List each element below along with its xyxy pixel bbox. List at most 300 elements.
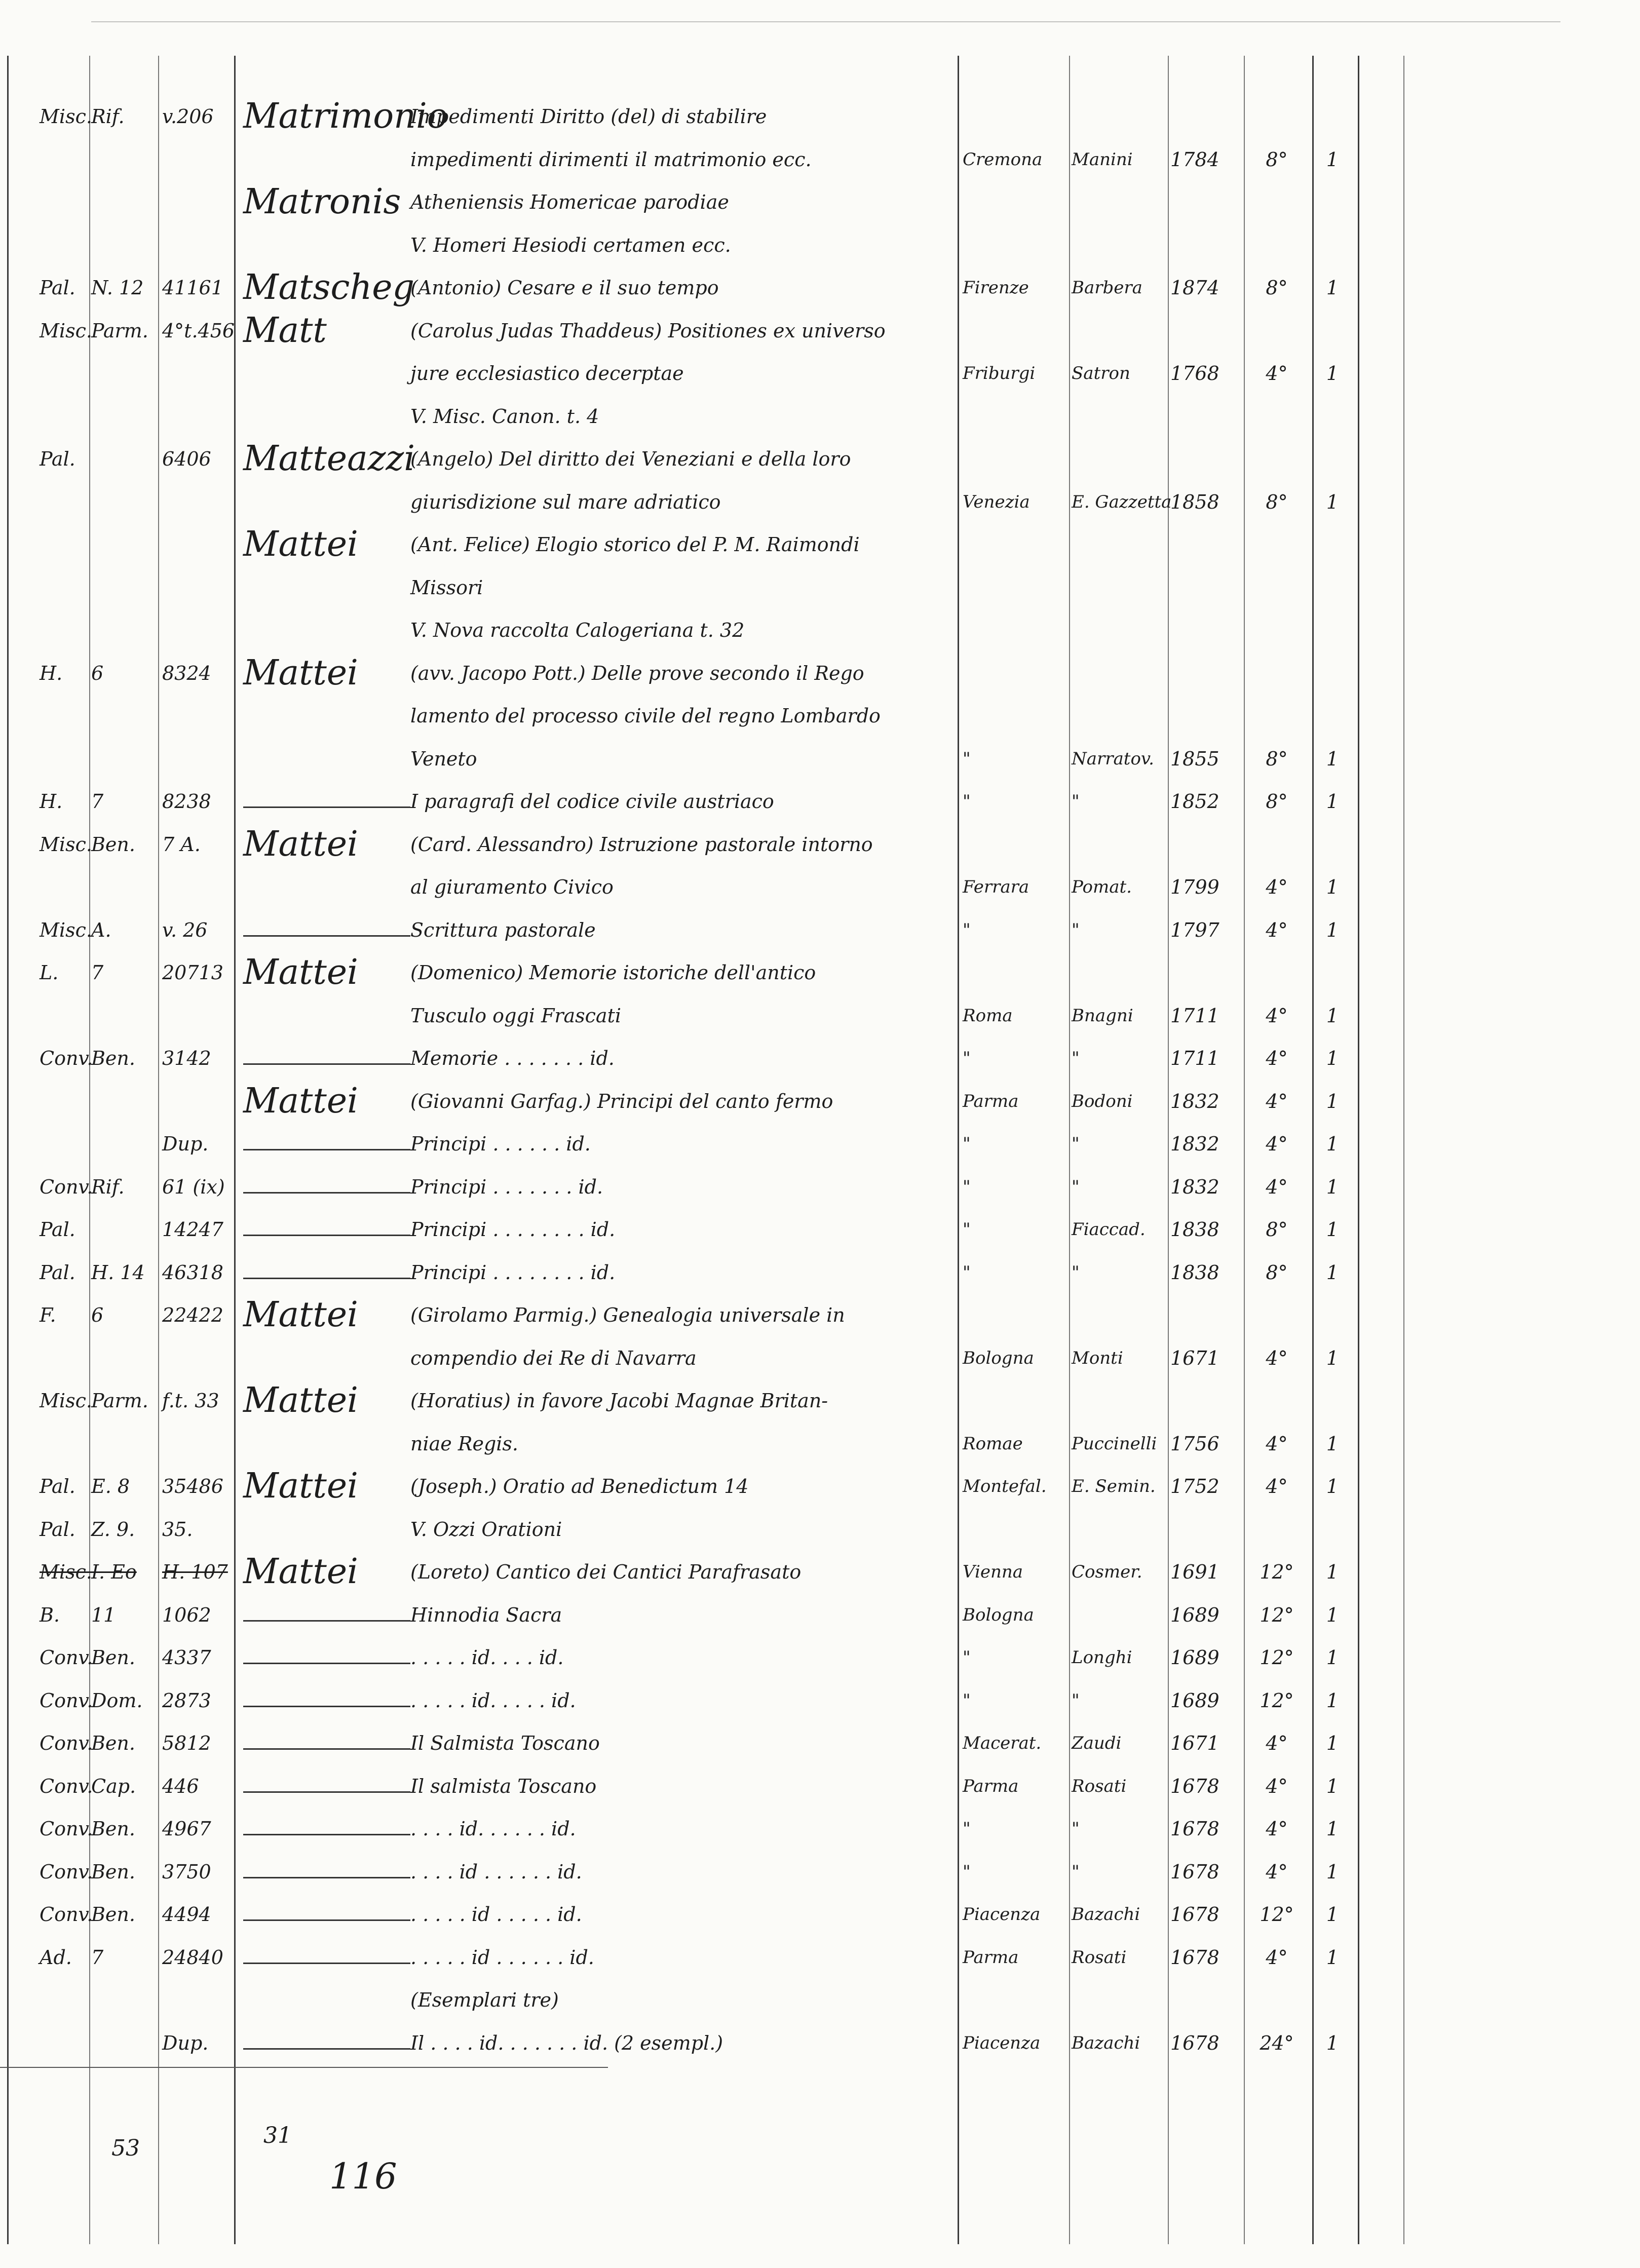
ditto-dash [243,1620,410,1622]
catalog-row [0,230,1640,260]
catalog-row [0,96,1640,136]
cell-fmt: 4° [1266,1475,1288,1497]
cell-year: 1874 [1170,277,1219,299]
cell-copies: 1 [1326,1561,1339,1583]
cell-year: 1711 [1170,1047,1219,1069]
cell-title: Memorie . . . . . . . id. [410,1047,615,1069]
cell-author: Mattei [243,1081,358,1121]
cell-col2: 6 [91,1304,104,1326]
cell-col1: Conv. [40,1903,93,1926]
cell-col2: Ben. [91,833,135,856]
cell-title: V. Nova raccolta Calogeriana t. 32 [410,619,745,641]
cell-printer: Rosati [1072,1776,1127,1796]
cell-place: Parma [963,1776,1019,1796]
ditto-dash [243,1278,410,1279]
catalog-row [0,1214,1640,1245]
cell-place: " [963,1048,971,1068]
cell-year: 1678 [1170,1946,1219,1969]
cell-place: " [963,1861,971,1882]
cell-printer: Satron [1072,363,1130,383]
cell-printer: E. Gazzetta [1072,491,1172,512]
cell-place: Venezia [963,491,1030,512]
cell-title: jure ecclesiastico decerptae [410,362,684,385]
cell-col2: Z. 9. [91,1518,135,1541]
cell-fmt: 4° [1266,918,1288,941]
ditto-dash [243,1748,410,1750]
cell-col2: H. 14 [91,1261,145,1284]
cell-title: compendio dei Re di Navarra [410,1347,697,1369]
cell-year: 1689 [1170,1646,1219,1669]
cell-printer: " [1072,1048,1080,1068]
catalog-row [0,487,1640,517]
cell-place: Piacenza [963,1904,1041,1925]
cell-year: 1832 [1170,1175,1219,1198]
cell-col2: Ben. [91,1860,135,1883]
cell-printer: E. Semin. [1072,1476,1156,1496]
cell-title: Hinnodia Sacra [410,1603,562,1626]
cell-col1: Pal. [40,1261,75,1284]
cell-copies: 1 [1326,1689,1339,1712]
cell-col3: 20713 [162,962,223,984]
catalog-row [0,1899,1640,1930]
cell-title: I paragrafi del codice civile austriaco [410,790,774,813]
catalog-row [0,1466,1640,1506]
cell-copies: 1 [1326,1047,1339,1069]
cell-title: Il salmista Toscano [410,1775,597,1797]
cell-place: Ferrara [963,877,1029,897]
cell-printer: Bazachi [1072,2032,1140,2053]
cell-copies: 1 [1326,790,1339,813]
cell-place: Roma [963,1005,1013,1026]
cell-copies: 1 [1326,1775,1339,1797]
catalog-row [0,615,1640,645]
cell-title: Veneto [410,747,477,770]
cell-year: 1858 [1170,490,1219,513]
cell-copies: 1 [1326,1133,1339,1155]
cell-title: (Ant. Felice) Elogio storico del P. M. Raimondi [410,533,860,556]
cell-col3: 24840 [162,1946,223,1969]
cell-col3: 446 [162,1775,199,1797]
catalog-row [0,1257,1640,1288]
cell-copies: 1 [1326,362,1339,385]
cell-place: " [963,1690,971,1711]
cell-title: Il Salmista Toscano [410,1732,600,1754]
catalog-row [0,1857,1640,1887]
cell-year: 1671 [1170,1732,1219,1754]
cell-title: Scrittura pastorale [410,918,596,941]
cell-col1: Conv. [40,1646,93,1669]
catalog-row [0,701,1640,731]
cell-col1: Conv. [40,1689,93,1712]
cell-fmt: 4° [1266,1946,1288,1969]
cell-copies: 1 [1326,1603,1339,1626]
cell-col2: 11 [91,1603,116,1626]
cell-col2: E. 8 [91,1475,130,1497]
cell-title: Tusculo oggi Frascati [410,1004,621,1027]
cell-col1: Pal. [40,1218,75,1241]
cell-year: 1678 [1170,1903,1219,1926]
cell-col1: Misc. [40,1561,92,1583]
cell-title: (Giovanni Garfag.) Principi del canto fermo [410,1090,833,1112]
cell-col3: 35. [162,1518,193,1541]
cell-copies: 1 [1326,1090,1339,1112]
cell-col2: Rif. [91,1175,125,1198]
cell-printer: Fiaccad. [1072,1219,1146,1240]
cell-title: . . . . id. . . . . . id. [410,1818,576,1840]
cell-title: . . . . . id. . . . . id. [410,1689,576,1712]
cell-place: Cremona [963,149,1043,170]
cell-year: 1784 [1170,148,1219,171]
catalog-row [0,1001,1640,1031]
cell-fmt: 4° [1266,362,1288,385]
cell-col3: 35486 [162,1475,223,1497]
cell-fmt: 4° [1266,1047,1288,1069]
cell-copies: 1 [1326,1004,1339,1027]
cell-printer: " [1072,1861,1080,1882]
catalog-row [0,1942,1640,1973]
catalog-row [0,1642,1640,1673]
cell-fmt: 4° [1266,1775,1288,1797]
cell-col3: 41161 [162,277,223,299]
cell-col3: 61 (ix) [162,1175,225,1198]
cell-printer: " [1072,1134,1080,1154]
cell-col3: Dup. [162,1133,209,1155]
cell-col3: 8324 [162,662,211,684]
cell-col3: 7 A. [162,833,201,856]
catalog-row [0,1295,1640,1335]
cell-printer: " [1072,919,1080,940]
cell-title: (Antonio) Cesare e il suo tempo [410,277,719,299]
cell-copies: 1 [1326,1475,1339,1497]
cell-year: 1832 [1170,1133,1219,1155]
cell-col2: Cap. [91,1775,136,1797]
cell-col3: 4337 [162,1646,211,1669]
catalog-row [0,1380,1640,1420]
catalog-row [0,572,1640,603]
cell-author: Mattei [243,824,358,864]
cell-copies: 1 [1326,1946,1339,1969]
cell-col2: Parm. [91,1390,148,1412]
cell-col1: Misc. [40,105,92,128]
cell-author: Matteazzi [243,439,415,479]
cell-title: Principi . . . . . . id. [410,1133,591,1155]
catalog-row [0,401,1640,432]
catalog-row [0,824,1640,864]
cell-title: (Angelo) Del diritto dei Veneziani e della loro [410,448,851,470]
cell-year: 1711 [1170,1004,1219,1027]
cell-col1: Conv. [40,1732,93,1754]
cell-printer: Cosmer. [1072,1562,1142,1582]
cell-col2: I. Eo [91,1561,137,1583]
cell-fmt: 4° [1266,1004,1288,1027]
ditto-dash [243,806,410,808]
cell-col3: 3750 [162,1860,211,1883]
catalog-row [0,267,1640,307]
cell-col1: Conv. [40,1175,93,1198]
top-rule [91,21,1560,22]
cell-fmt: 12° [1260,1689,1294,1712]
cell-copies: 1 [1326,876,1339,898]
cell-printer: " [1072,1262,1080,1283]
cell-fmt: 4° [1266,1090,1288,1112]
cell-place: " [963,1176,971,1197]
ditto-dash [243,1663,410,1664]
cell-year: 1678 [1170,1860,1219,1883]
cell-title: (Horatius) in favore Jacobi Magnae Britan- [410,1390,828,1412]
cell-fmt: 8° [1266,277,1288,299]
cell-col3: 14247 [162,1218,223,1241]
cell-fmt: 12° [1260,1903,1294,1926]
cell-col1: Conv. [40,1775,93,1797]
cell-col1: H. [40,662,63,684]
cell-title: al giuramento Civico [410,876,614,898]
cell-place: Macerat. [963,1733,1042,1753]
cell-author: Matscheg [243,267,415,307]
cell-printer: Longhi [1072,1647,1132,1668]
catalog-row [0,1814,1640,1844]
catalog-row [0,872,1640,902]
cell-year: 1678 [1170,1818,1219,1840]
cell-year: 1678 [1170,2031,1219,2054]
cell-printer: Rosati [1072,1947,1127,1968]
cell-copies: 1 [1326,1347,1339,1369]
cell-col1: B. [40,1603,60,1626]
cell-title: (Loreto) Cantico dei Cantici Parafrasato [410,1561,802,1583]
cell-copies: 1 [1326,490,1339,513]
ditto-dash [243,1877,410,1878]
cell-col3: 5812 [162,1732,211,1754]
cell-year: 1838 [1170,1261,1219,1284]
cell-col3: 6406 [162,448,211,470]
cell-place: " [963,1219,971,1240]
cell-printer: Puccinelli [1072,1433,1157,1454]
cell-author: Mattei [243,1380,358,1420]
ditto-dash [243,1192,410,1194]
footer-number-3: 116 [329,2156,397,2197]
catalog-row [0,915,1640,945]
cell-place: Parma [963,1947,1019,1968]
cell-col2: Dom. [91,1689,143,1712]
cell-printer: " [1072,1819,1080,1839]
ditto-dash [243,2048,410,2050]
cell-copies: 1 [1326,1175,1339,1198]
cell-place: Piacenza [963,2032,1041,2053]
catalog-row [0,439,1640,479]
cell-col3: H. 107 [162,1561,228,1583]
cell-title: lamento del processo civile del regno Lombardo [410,705,881,727]
cell-printer: " [1072,791,1080,812]
cell-copies: 1 [1326,1818,1339,1840]
catalog-row [0,1043,1640,1073]
catalog-row [0,786,1640,817]
cell-place: " [963,748,971,769]
cell-title: . . . . . id . . . . . . id. [410,1946,594,1969]
catalog-row [0,144,1640,175]
cell-fmt: 8° [1266,790,1288,813]
cell-copies: 1 [1326,1432,1339,1455]
catalog-row [0,1429,1640,1459]
catalog-row [0,1728,1640,1758]
cell-col2: Ben. [91,1903,135,1926]
cell-col2: A. [91,918,111,941]
catalog-row [0,1514,1640,1545]
cell-col1: Misc. [40,319,92,342]
cell-col3: f.t. 33 [162,1390,219,1412]
catalog-row [0,358,1640,389]
cell-fmt: 12° [1260,1646,1294,1669]
cell-col3: 22422 [162,1304,223,1326]
cell-col2: Ben. [91,1818,135,1840]
cell-year: 1678 [1170,1775,1219,1797]
cell-title: (Esemplari tre) [410,1989,559,2011]
cell-fmt: 24° [1260,2031,1294,2054]
cell-copies: 1 [1326,2031,1339,2054]
cell-title: giurisdizione sul mare adriatico [410,490,721,513]
cell-col2: 7 [91,790,104,813]
cell-fmt: 4° [1266,1432,1288,1455]
bottom-rule [0,2067,608,2068]
catalog-row [0,1985,1640,2015]
cell-place: Vienna [963,1562,1023,1582]
cell-title: (Card. Alessandro) Istruzione pastorale intorno [410,833,873,856]
cell-col3: 46318 [162,1261,223,1284]
cell-title: niae Regis. [410,1432,519,1455]
ditto-dash [243,1963,410,1964]
cell-col1: Misc. [40,833,92,856]
cell-col1: Pal. [40,448,75,470]
cell-title: . . . . id . . . . . . id. [410,1860,582,1883]
cell-fmt: 4° [1266,1732,1288,1754]
cell-place: Firenze [963,278,1029,298]
cell-col2: Parm. [91,319,148,342]
cell-author: Mattei [243,524,358,564]
cell-author: Mattei [243,1466,358,1506]
cell-title: (Joseph.) Oratio ad Benedictum 14 [410,1475,749,1497]
cell-col2: 7 [91,962,104,984]
cell-title: V. Misc. Canon. t. 4 [410,405,599,428]
cell-place: " [963,919,971,940]
cell-printer: Zaudi [1072,1733,1122,1753]
cell-place: Friburgi [963,363,1036,383]
cell-col2: Ben. [91,1646,135,1669]
cell-year: 1689 [1170,1689,1219,1712]
cell-title: Il . . . . id. . . . . . . id. (2 esempl.) [410,2031,723,2054]
cell-printer: Monti [1072,1348,1123,1368]
cell-place: " [963,1134,971,1154]
catalog-row [0,1129,1640,1159]
cell-place: " [963,791,971,812]
cell-printer: Bazachi [1072,1904,1140,1925]
cell-printer: Pomat. [1072,877,1132,897]
cell-title: (avv. Jacopo Pott.) Delle prove secondo il Rego [410,662,864,684]
catalog-row [0,1343,1640,1373]
cell-printer: " [1072,1176,1080,1197]
cell-fmt: 8° [1266,1261,1288,1284]
cell-title: impedimenti dirimenti il matrimonio ecc. [410,148,812,171]
cell-copies: 1 [1326,747,1339,770]
cell-col3: 3142 [162,1047,211,1069]
cell-author: Mattei [243,1552,358,1592]
cell-title: Missori [410,576,483,599]
catalog-row [0,652,1640,693]
cell-col3: Dup. [162,2031,209,2054]
cell-copies: 1 [1326,1218,1339,1241]
cell-copies: 1 [1326,1732,1339,1754]
cell-copies: 1 [1326,1646,1339,1669]
cell-printer: Narratov. [1072,748,1154,769]
cell-title: (Girolamo Parmig.) Genealogia universale in [410,1304,845,1326]
cell-col1: Misc. [40,1390,92,1412]
cell-col3: 4°t.456 [162,319,235,342]
cell-fmt: 4° [1266,1175,1288,1198]
cell-title: . . . . . id. . . . id. [410,1646,564,1669]
cell-fmt: 4° [1266,876,1288,898]
cell-printer: " [1072,1690,1080,1711]
cell-year: 1768 [1170,362,1219,385]
cell-title: Principi . . . . . . . . id. [410,1261,616,1284]
catalog-row [0,182,1640,222]
cell-title: Principi . . . . . . . . id. [410,1218,616,1241]
cell-col1: Conv. [40,1860,93,1883]
cell-copies: 1 [1326,1903,1339,1926]
cell-col1: Conv. [40,1818,93,1840]
ditto-dash [243,1149,410,1150]
cell-col2: N. 12 [91,277,144,299]
cell-author: Mattei [243,652,358,693]
catalog-row [0,2028,1640,2058]
cell-col3: 4494 [162,1903,211,1926]
catalog-row [0,524,1640,564]
cell-printer: Bnagni [1072,1005,1133,1026]
catalog-row [0,744,1640,774]
catalog-row [0,952,1640,992]
cell-copies: 1 [1326,1860,1339,1883]
cell-year: 1752 [1170,1475,1219,1497]
cell-year: 1671 [1170,1347,1219,1369]
cell-author: Matrimonio [243,96,448,136]
catalog-row [0,1172,1640,1202]
cell-title: Impedimenti Diritto (del) di stabilire [410,105,767,128]
ditto-dash [243,935,410,937]
cell-title: . . . . . id . . . . . id. [410,1903,582,1926]
cell-title: (Domenico) Memorie istoriche dell'antico [410,962,816,984]
cell-year: 1855 [1170,747,1219,770]
ditto-dash [243,1063,410,1065]
ditto-dash [243,1919,410,1921]
cell-col3: 1062 [162,1603,211,1626]
cell-author: Mattei [243,952,358,992]
cell-fmt: 4° [1266,1818,1288,1840]
catalog-row [0,1771,1640,1801]
cell-fmt: 8° [1266,1218,1288,1241]
cell-year: 1832 [1170,1090,1219,1112]
cell-col2: Ben. [91,1732,135,1754]
cell-author: Mattei [243,1295,358,1335]
cell-col3: v.206 [162,105,214,128]
catalog-row [0,310,1640,351]
cell-year: 1852 [1170,790,1219,813]
catalog-row [0,1600,1640,1630]
cell-year: 1689 [1170,1603,1219,1626]
cell-copies: 1 [1326,1261,1339,1284]
cell-col1: Conv. [40,1047,93,1069]
cell-place: Romae [963,1433,1023,1454]
cell-place: Montefal. [963,1476,1047,1496]
cell-place: Bologna [963,1604,1034,1625]
cell-col2: 7 [91,1946,104,1969]
cell-copies: 1 [1326,277,1339,299]
cell-year: 1797 [1170,918,1219,941]
